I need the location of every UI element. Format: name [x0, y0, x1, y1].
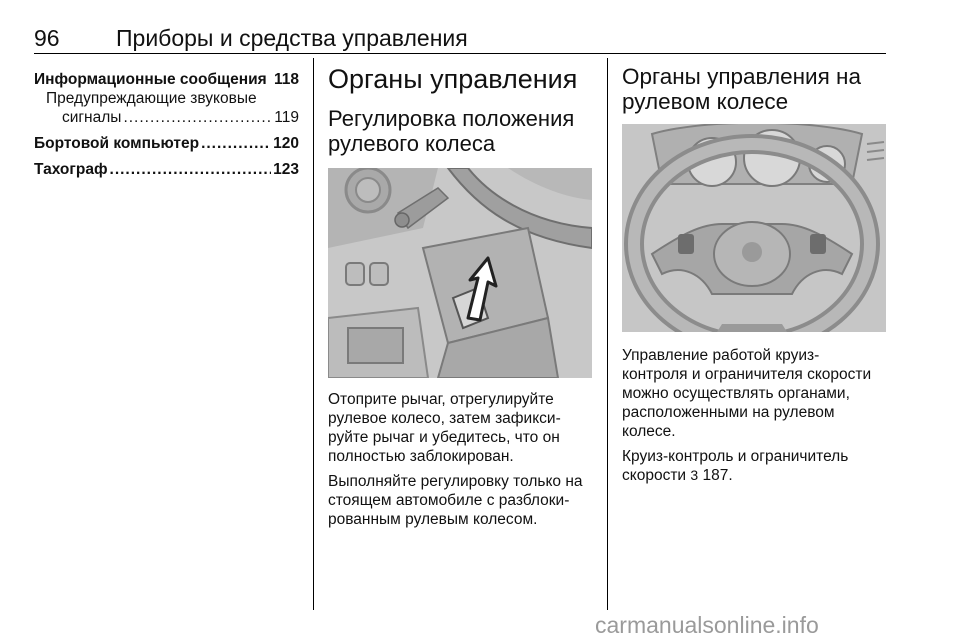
page-number: 96 — [34, 25, 60, 51]
toc-entry-label: Тахограф — [34, 161, 108, 178]
toc-entry-tachograph[interactable] — [34, 160, 299, 179]
steering-wheel-image — [622, 124, 886, 332]
page-header — [34, 26, 886, 50]
toc-entry-info-messages[interactable] — [34, 70, 299, 89]
toc-entry-onboard-computer[interactable] — [34, 134, 299, 153]
section-controls — [328, 64, 592, 535]
cross-reference-page[interactable]: 187. — [702, 467, 733, 484]
steering-column-lever-image — [328, 168, 592, 378]
watermark-text: carmanualsonline.info — [595, 612, 819, 638]
cross-reference-paragraph — [622, 447, 886, 485]
toc-entry-page: 119 — [274, 109, 299, 126]
toc-entry-label-cont: сигналы — [62, 109, 122, 126]
cross-reference-text: Круиз-контроль и ограничитель скорости — [622, 448, 849, 484]
section-heading: Органы управления на рулевом колесе — [622, 64, 861, 114]
toc-leader — [110, 160, 272, 179]
toc-entry-page: 120 — [273, 135, 299, 152]
toc-entry-warning-chimes-cont[interactable] — [34, 108, 299, 127]
section-steering-wheel-controls — [622, 64, 886, 491]
toc-entry-page: 118 — [273, 71, 299, 88]
paragraph: Выполняйте регулировку только на стоящем автомобиле с разблоки- рованным рулевым колесом. — [328, 473, 583, 528]
paragraph: Отоприте рычаг, отрегулируйте рулевое колесо, затем зафикси- руйте рычаг и убедитесь, что он полностью заблокирован. — [328, 391, 561, 465]
toc-entry-label: Предупреждающие звуковые — [46, 90, 257, 107]
toc-entry-label: Информационные сообщения — [34, 71, 267, 88]
column-divider-left — [313, 58, 314, 610]
toc-leader — [123, 108, 272, 127]
steering-adjustment-illustration — [328, 168, 592, 378]
steering-wheel-illustration — [622, 124, 886, 332]
section-heading: Органы управления — [328, 64, 578, 94]
header-divider — [34, 53, 886, 54]
toc-entry-page: 123 — [273, 161, 299, 178]
paragraph: Управление работой круиз- контроля и ограничителя скорости можно осуществлять органами, расположенными на рулевом колесе. — [622, 347, 872, 440]
table-of-contents — [34, 70, 299, 179]
page-title: Приборы и средства управления — [116, 25, 468, 51]
toc-leader — [201, 134, 271, 153]
toc-entry-warning-chimes[interactable] — [34, 89, 299, 108]
toc-entry-label: Бортовой компьютер — [34, 135, 200, 152]
column-divider-right — [607, 58, 608, 610]
cross-reference-icon: 3 — [690, 467, 699, 483]
section-subheading: Регулировка положения рулевого колеса — [328, 106, 575, 156]
